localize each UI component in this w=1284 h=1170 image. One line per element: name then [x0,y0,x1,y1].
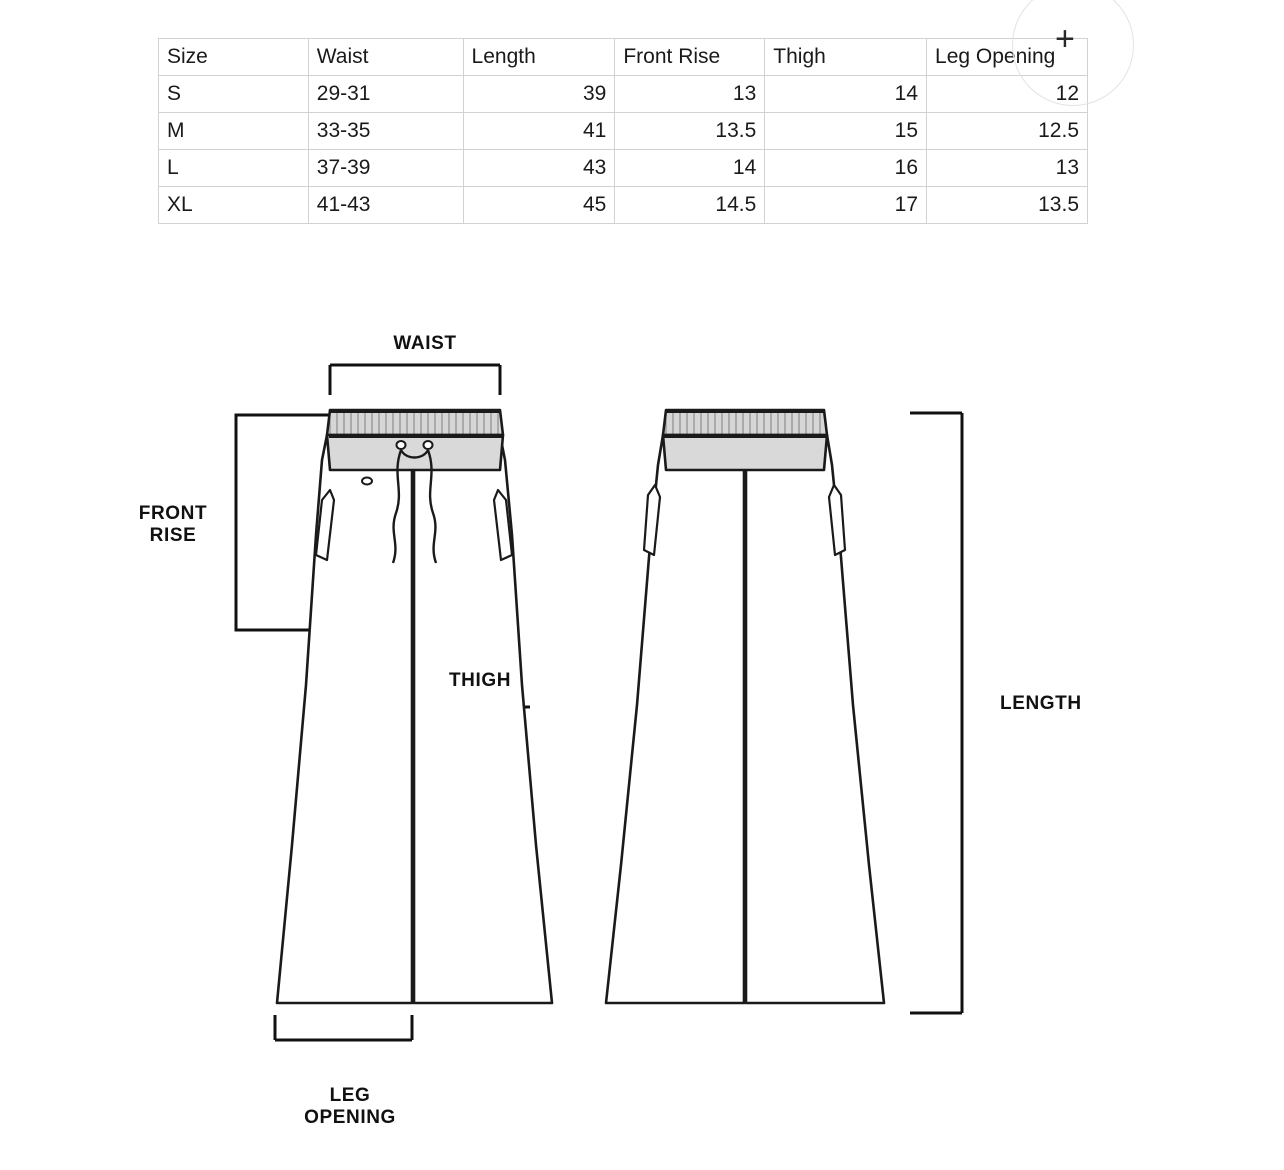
plus-cursor-icon: + [1055,20,1075,58]
diagram-label-leg-opening-line1: LEG [329,1085,371,1106]
cell-length: 41 [463,113,615,150]
diagram-label-leg-opening-line2: OPENING [304,1107,396,1128]
cell-front-rise: 13 [615,76,765,113]
cell-waist: 41-43 [308,187,463,224]
front-pants-illustration [277,410,552,1003]
cell-thigh: 15 [765,113,927,150]
cell-thigh: 14 [765,76,927,113]
diagram-label-leg-opening [265,1085,435,1129]
cell-thigh: 17 [765,187,927,224]
length-dimension-bracket [910,413,962,1013]
cell-waist: 37-39 [308,150,463,187]
cell-front-rise: 13.5 [615,113,765,150]
table-row [159,187,1088,224]
diagram-label-front-rise-line2: RISE [149,525,197,546]
size-chart-table [158,38,1088,224]
pants-technical-sketch-svg [0,285,1284,1165]
cell-leg-opening: 13 [927,150,1088,187]
cell-length: 45 [463,187,615,224]
diagram-label-front-rise-line1: FRONT [138,503,208,524]
cell-thigh: 16 [765,150,927,187]
table-row [159,150,1088,187]
cell-leg-opening: 12 [927,76,1088,113]
table-row [159,113,1088,150]
diagram-label-length: LENGTH [1000,693,1082,714]
size-chart-table-container [158,38,1088,224]
column-header-front-rise: Front Rise [615,39,765,76]
leg-opening-dimension-bracket [275,1015,412,1040]
diagram-label-front-rise [118,503,228,547]
diagram-label-waist: WAIST [393,333,457,354]
cell-leg-opening: 13.5 [927,187,1088,224]
cell-length: 43 [463,150,615,187]
cell-waist: 33-35 [308,113,463,150]
pants-measurement-diagram [0,285,1284,1165]
column-header-thigh: Thigh [765,39,927,76]
table-header-row [159,39,1088,76]
column-header-leg-opening: Leg Opening [927,39,1088,76]
cell-waist: 29-31 [308,76,463,113]
cell-length: 39 [463,76,615,113]
table-row [159,76,1088,113]
cell-size: M [159,113,309,150]
cell-leg-opening: 12.5 [927,113,1088,150]
column-header-length: Length [463,39,615,76]
cell-size: L [159,150,309,187]
column-header-size: Size [159,39,309,76]
cell-front-rise: 14.5 [615,187,765,224]
cell-front-rise: 14 [615,150,765,187]
column-header-waist: Waist [308,39,463,76]
cell-size: XL [159,187,309,224]
back-pants-illustration [606,410,884,1003]
cell-size: S [159,76,309,113]
waist-dimension-bracket [330,365,500,395]
diagram-label-thigh: THIGH [448,670,512,691]
